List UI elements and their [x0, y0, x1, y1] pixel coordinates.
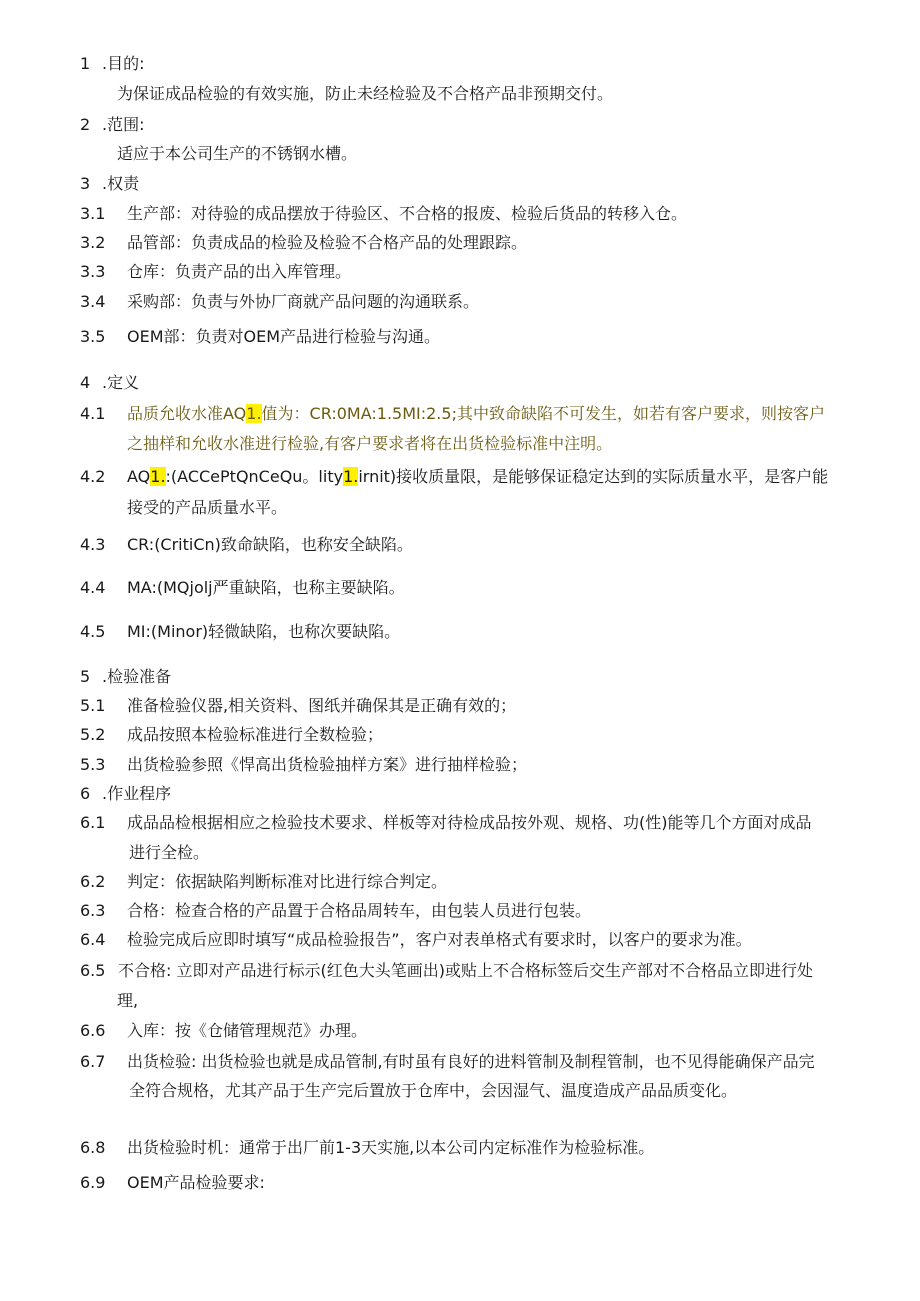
clause-number: 4.4	[80, 578, 106, 597]
text-segment: irnit)接收质量限，是能够保证稳定达到的实际质量水平，是客户能	[358, 467, 829, 486]
clause-number: 4.2	[80, 467, 106, 486]
clause-number: 4.1	[80, 404, 106, 423]
clause-text: 进行全检。	[129, 843, 210, 862]
section-number: 2	[80, 115, 91, 134]
clause-number: 6.5	[80, 961, 106, 980]
section-title: .范围:	[102, 115, 145, 134]
clause-text: 生产部：对待验的成品摆放于待验区、不合格的报废、检验后货品的转移入仓。	[127, 204, 688, 223]
clause-number: 3.5	[80, 327, 106, 346]
section-title: .权责	[102, 174, 140, 193]
paragraph-text: 为保证成品检验的有效实施，防止未经检验及不合格产品非预期交付。	[117, 84, 614, 103]
clause-text: 出货检验: 出货检验也就是成品管制,有时虽有良好的进料管制及制程管制，也不见得能确保产品完	[127, 1052, 815, 1071]
clause-text: 之抽样和允收水准进行检验,有客户要求者将在出货检验标准中注明。	[127, 434, 613, 453]
clause-text	[127, 404, 825, 424]
clause-number: 6.9	[80, 1173, 106, 1192]
clause-number: 6.1	[80, 813, 106, 832]
clause-number: 4.3	[80, 535, 106, 554]
clause-text: CR:(CritiCn)致命缺陷，也称安全缺陷。	[127, 535, 413, 554]
clause-text: 成品按照本检验标准进行全数检验；	[127, 725, 384, 744]
clause-text: 入库：按《仓储管理规范》办理。	[127, 1021, 368, 1040]
clause-number: 6.7	[80, 1052, 106, 1071]
clause-number: 5.2	[80, 725, 106, 744]
clause-text	[127, 467, 828, 487]
text-segment: 品质允收水准AQ	[127, 404, 247, 423]
clause-text: MI:(Minor)轻微缺陷，也称次要缺陷。	[127, 622, 401, 641]
clause-text: MA:(MQjolj严重缺陷，也称主要缺陷。	[127, 578, 405, 597]
clause-text: OEM部：负责对OEM产品进行检验与沟通。	[127, 327, 441, 346]
highlighted-text: 1.	[150, 467, 166, 486]
clause-number: 3.4	[80, 292, 106, 311]
text-segment: AQ	[127, 467, 151, 486]
clause-text: 全符合规格，尤其产品于生产完后置放于仓库中，会因湿气、温度造成产品品质变化。	[129, 1081, 738, 1100]
clause-text: 出货检验参照《悍高出货检验抽样方案》进行抽样检验；	[127, 755, 528, 774]
clause-text: 检验完成后应即时填写“成品检验报告”，客户对表单格式有要求时，以客户的要求为准。	[127, 930, 752, 949]
clause-text: 准备检验仪器,相关资料、图纸并确保其是正确有效的；	[127, 696, 517, 715]
clause-text: 判定：依据缺陷判断标准对比进行综合判定。	[127, 872, 448, 891]
clause-number: 6.2	[80, 872, 106, 891]
clause-number: 3.2	[80, 233, 106, 252]
section-number: 5	[80, 667, 91, 686]
clause-number: 4.5	[80, 622, 106, 641]
clause-text: 不合格: 立即对产品进行标示(红色大头笔画出)或贴上不合格标签后交生产部对不合格品立即进行处	[118, 961, 813, 980]
text-segment: 值为：CR:0MA:1.5MI:2.5;其中致命缺陷不可发生，如若有客户要求，则按客户	[261, 404, 825, 423]
clause-number: 3.3	[80, 262, 106, 281]
clause-number: 3.1	[80, 204, 106, 223]
clause-number: 5.1	[80, 696, 106, 715]
section-number: 4	[80, 373, 91, 392]
clause-text: OEM产品检验要求:	[127, 1173, 265, 1192]
clause-text: 成品品检根据相应之检验技术要求、样板等对待检成品按外观、规格、功(性)能等几个方面对成品	[127, 813, 812, 832]
clause-text: 采购部：负责与外协厂商就产品问题的沟通联系。	[127, 292, 480, 311]
section-number: 6	[80, 784, 91, 803]
clause-number: 6.4	[80, 930, 106, 949]
clause-number: 6.8	[80, 1138, 106, 1157]
clause-text: 品管部：负责成品的检验及检验不合格产品的处理跟踪。	[127, 233, 528, 252]
section-number: 1	[80, 54, 91, 73]
clause-text: 合格：检查合格的产品置于合格品周转车，由包装人员进行包装。	[127, 901, 592, 920]
section-number: 3	[80, 174, 91, 193]
clause-text: 接受的产品质量水平。	[127, 498, 288, 517]
clause-number: 6.6	[80, 1021, 106, 1040]
section-title: .作业程序	[102, 784, 172, 803]
clause-text: 理,	[117, 991, 139, 1010]
highlighted-text: 1.	[246, 404, 262, 423]
clause-text: 出货检验时机：通常于出厂前1-3天实施,以本公司内定标准作为检验标准。	[127, 1138, 655, 1157]
clause-text: 仓库：负责产品的出入库管理。	[127, 262, 352, 281]
highlighted-text: 1.	[343, 467, 359, 486]
paragraph-text: 适应于本公司生产的不锈钢水槽。	[117, 144, 358, 163]
section-title: .检验准备	[102, 667, 172, 686]
section-title: .目的:	[102, 54, 145, 73]
text-segment: :(ACCePtQnCeQu。lity	[165, 467, 344, 486]
section-title: .定义	[102, 373, 140, 392]
clause-number: 5.3	[80, 755, 106, 774]
clause-number: 6.3	[80, 901, 106, 920]
